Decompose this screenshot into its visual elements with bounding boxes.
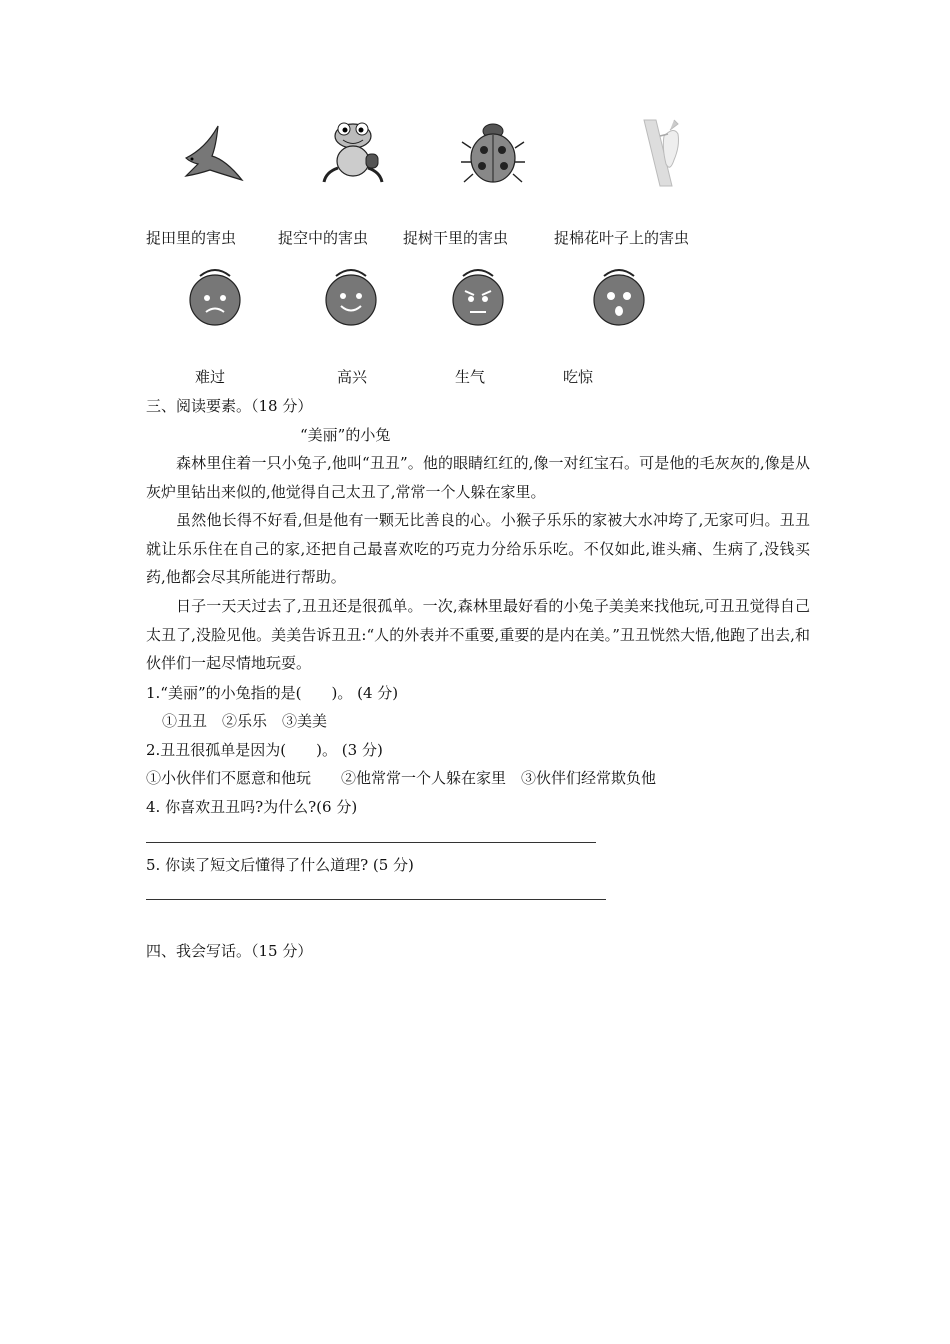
woodpecker-icon xyxy=(630,116,704,190)
answer-line-4[interactable] xyxy=(146,842,596,843)
swallow-icon xyxy=(176,118,250,192)
pest-label-trunk: 捉树干里的害虫 xyxy=(403,229,509,247)
emotion-label-surprised: 吃惊 xyxy=(563,368,594,386)
story-paragraph-3: 日子一天天过去了,丑丑还是很孤单。一次,森林里最好看的小兔子美美来找他玩,可丑丑觉得自己太丑了,没脸见他。美美告诉丑丑:“人的外表并不重要,重要的是内在美。”丑丑恍然大悟,他跑了出去,和伙伴们一起尽情地玩耍。 xyxy=(146,597,810,672)
pest-label-field: 捉田里的害虫 xyxy=(146,229,237,247)
story-title: “美丽”的小兔 xyxy=(300,426,391,444)
frog-icon xyxy=(316,116,390,190)
question-4: 4. 你喜欢丑丑吗?为什么?(6 分) xyxy=(146,798,358,816)
emotion-label-angry: 生气 xyxy=(455,368,486,386)
ladybug-icon xyxy=(456,118,530,192)
pest-label-air: 捉空中的害虫 xyxy=(278,229,369,247)
question-5: 5. 你读了短文后懂得了什么道理? (5 分) xyxy=(146,856,414,874)
story-paragraph-2: 虽然他长得不好看,但是他有一颗无比善良的心。小猴子乐乐的家被大水冲垮了,无家可归。丑丑就让乐乐住在自己的家,还把自己最喜欢吃的巧克力分给乐乐吃。不仅如此,谁头痛、生病了,没钱买药,他都会尽其所能进行帮助。 xyxy=(146,511,810,586)
sad-face-icon xyxy=(180,262,250,332)
emotion-label-happy: 高兴 xyxy=(337,368,368,386)
section4-heading: 四、我会写话。（15 分） xyxy=(146,942,313,960)
emotion-label-sad: 难过 xyxy=(195,368,226,386)
question-2-options: ①小伙伴们不愿意和他玩 ②他常常一个人躲在家里 ③伙伴们经常欺负他 xyxy=(146,769,657,787)
question-1-options: ①丑丑 ②乐乐 ③美美 xyxy=(162,712,328,730)
question-1: 1.“美丽”的小兔指的是( )。 (4 分) xyxy=(146,684,399,702)
angry-face-icon xyxy=(443,262,513,332)
question-2: 2.丑丑很孤单是因为( )。 (3 分) xyxy=(146,741,383,759)
happy-face-icon xyxy=(316,262,386,332)
pest-label-cotton: 捉棉花叶子上的害虫 xyxy=(554,229,690,247)
answer-line-5[interactable] xyxy=(146,899,606,900)
story-paragraph-1: 森林里住着一只小兔子,他叫“丑丑”。他的眼睛红红的,像一对红宝石。可是他的毛灰灰的,像是从灰炉里钻出来似的,他觉得自己太丑了,常常一个人躲在家里。 xyxy=(146,454,810,501)
surprised-face-icon xyxy=(584,262,654,332)
section3-heading: 三、阅读要素。（18 分） xyxy=(146,397,313,415)
